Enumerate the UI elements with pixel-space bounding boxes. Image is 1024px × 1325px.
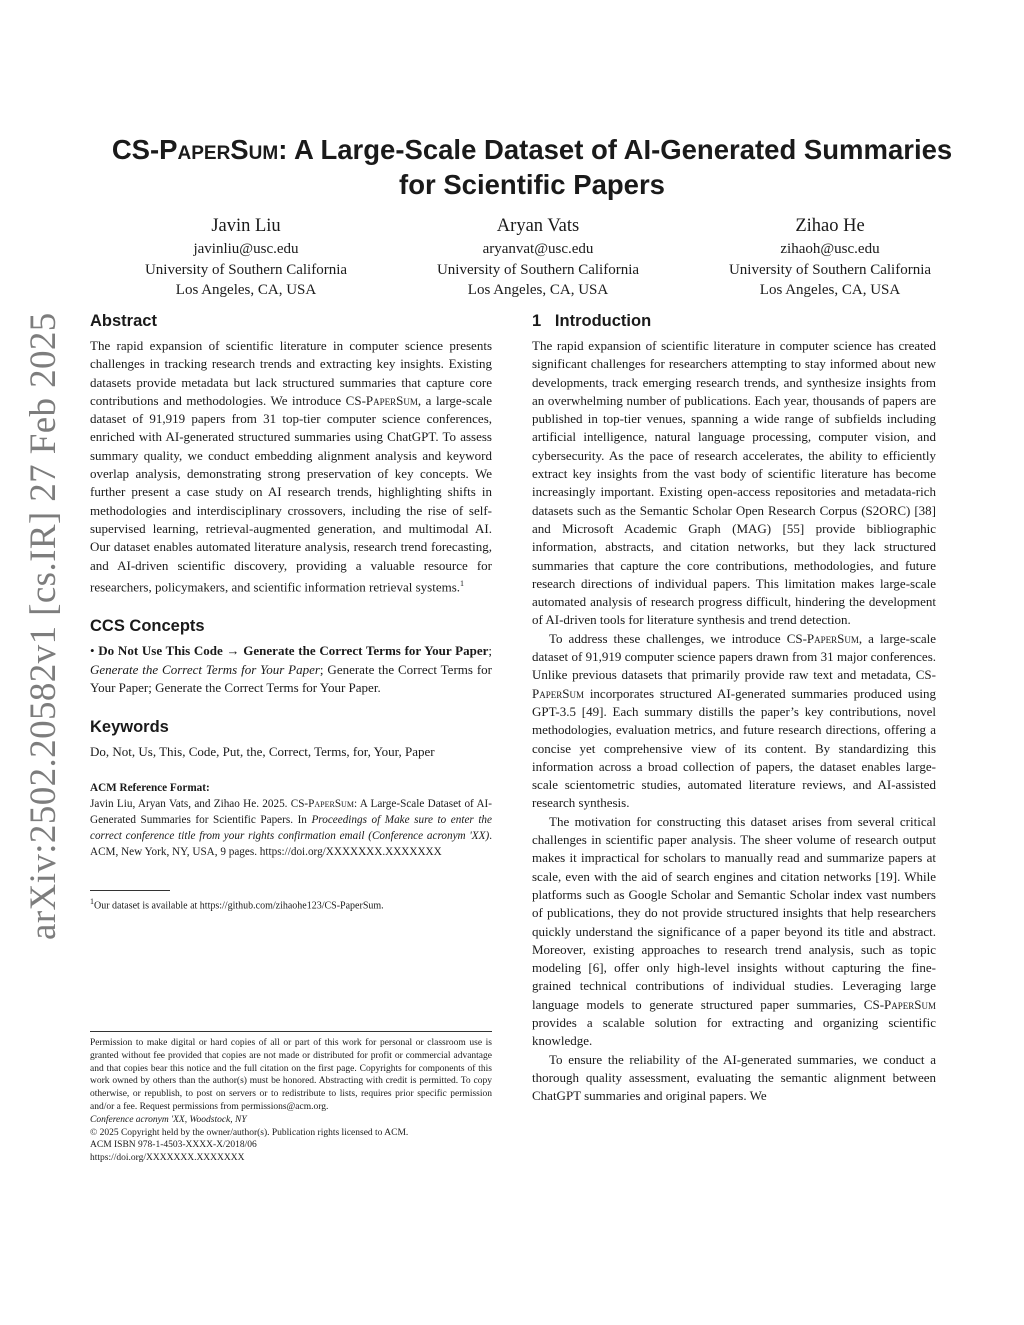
title-dataset-name: CS-PaperSum	[111, 134, 279, 165]
footnote-ref: 1	[460, 578, 465, 588]
ccs-text	[90, 642, 492, 697]
author-affiliation: University of Southern California	[728, 261, 932, 278]
abstract-dataset-name: CS-PaperSum	[345, 392, 418, 408]
author-block	[392, 214, 684, 301]
author-block	[684, 214, 976, 301]
permission-text: Permission to make digital or hard copies of all or part of this work for personal or classroom use is granted without fee provided that copies are not made or distributed for profit or commercial advantage and that copies bear this notice and the full citation on the first page. Copyrights for components of this work owned by others than the author(s) must be honored. Abstracting with credit is permitted. To copy otherwise, or republish, to post on servers or to redistribute to lists, requires prior specific permission and/or a fee. Request permissions from permissions@acm.org.	[90, 1038, 492, 1112]
permission-block	[90, 1031, 492, 1165]
author-location: Los Angeles, CA, USA	[759, 282, 901, 298]
ccs-rest: ; Generate the Correct Terms for Your Paper; Generate the Correct Terms for Your Paper.	[90, 661, 492, 696]
intro-paragraph-2	[532, 630, 936, 813]
acm-reference-label: ACM Reference Format:	[90, 781, 210, 794]
footnote-mark: 1	[90, 897, 94, 907]
footnote-text: Our dataset is available at https://github.com/zihaohe123/CS-PaperSum.	[94, 900, 384, 912]
isbn-line: ACM ISBN 978-1-4503-XXXX-X/2018/06	[90, 1140, 257, 1151]
author-block	[100, 214, 392, 301]
ccs-sep: ;	[488, 643, 492, 659]
left-column	[90, 309, 492, 914]
intro-text-part: To address these challenges, we introduce	[549, 630, 787, 646]
acm-ref-venue: Proceedings of Make sure to enter the correct conference title from your rights confirmation email (Conference acronym 'XX)	[90, 813, 492, 843]
author-location: Los Angeles, CA, USA	[467, 282, 609, 298]
acm-ref-part: . ACM, New York, NY, USA, 9 pages. https://doi.org/XXXXXXX.XXXXXXX	[90, 830, 492, 859]
intro-text-part: provides a scalable solution for extracting and organizing scientific knowledge.	[532, 1014, 936, 1049]
keywords-heading: Keywords	[90, 718, 169, 737]
title-line-2: for Scientific Papers	[399, 169, 665, 200]
author-affiliation: University of Southern California	[436, 261, 640, 278]
acm-reference-text	[90, 796, 492, 861]
intro-dataset-name: CS-PaperSum	[786, 630, 859, 646]
abstract-text-part: , a large-scale dataset of 91,919 papers from 31 top-tier computer science conferences, enriched with AI-generated structured summaries using ChatGPT. To assess summary quality, we conduct embedding alignment analysis and keyword overlap analysis, demonstrating strong preservation of key concepts. We further present a case study on AI research trends, highlighting shifts in methodologies and interdisciplinary crossovers, including the rise of self-supervised learning, retrieval-augmented generation, and multimodal AI. Our dataset enables automated literature analysis, research trend forecasting, and AI-driven scientific discovery, providing a valuable resource for researchers, policymakers, and scientific information retrieval systems.	[90, 392, 493, 595]
doi-line: https://doi.org/XXXXXXX.XXXXXXX	[90, 1153, 245, 1164]
intro-text-part: , a large-scale dataset of 91,919 computer science papers drawn from 31 major conferences. Unlike previous datasets that primarily provide raw text and metadata,	[532, 630, 936, 683]
acm-ref-part: Javin Liu, Aryan Vats, and Zihao He. 2025.	[90, 797, 291, 810]
acm-ref-dataset-name: CS-PaperSum	[290, 797, 354, 810]
author-email: zihaoh@usc.edu	[780, 241, 880, 257]
acm-ref-part: : A Large-Scale Dataset of AI-Generated Summaries for Scientific Papers. In	[90, 797, 492, 826]
intro-dataset-name: CS-PaperSum	[863, 996, 936, 1012]
ccs-concept: Do Not Use This Code → Generate the Correct Terms for Your Paper	[98, 643, 489, 659]
abstract-text	[90, 337, 492, 596]
paper-title	[60, 132, 1004, 202]
introduction-heading: 1 Introduction	[532, 312, 652, 330]
conference-line: Conference acronym 'XX, Woodstock, NY	[90, 1114, 247, 1125]
intro-text-part: incorporates structured AI-generated summaries produced using GPT-3.5 [49]. Each summary distills the paper’s key contributions, novel methodologies, evaluation metrics, and future research directions, offering a concise yet comprehensive view of its content. By standardizing this information across a broad collection of papers, the dataset enables large-scale scientometric studies, automated literature reviews, and AI-assisted research synthesis.	[532, 685, 936, 811]
author-name: Javin Liu	[211, 216, 281, 236]
keywords-text: Do, Not, Us, This, Code, Put, the, Correct, Terms, for, Your, Paper	[90, 744, 435, 760]
footnote	[90, 895, 492, 913]
author-name: Aryan Vats	[496, 216, 580, 236]
arxiv-identifier: arXiv:2502.20582v1 [cs.IR] 27 Feb 2025	[23, 312, 64, 940]
author-affiliation: University of Southern California	[144, 261, 348, 278]
intro-dataset-name: CS-PaperSum	[532, 667, 936, 701]
author-location: Los Angeles, CA, USA	[175, 282, 317, 298]
author-name: Zihao He	[795, 216, 865, 236]
right-column	[532, 309, 936, 1105]
abstract-text-part: The rapid expansion of scientific literature in computer science presents challenges in tracking research trends and extracting key insights. Existing datasets provide metadata but lack structured summaries that capture core contributions and methodologies. We introduce	[90, 338, 492, 408]
intro-paragraph-4: To ensure the reliability of the AI-generated summaries, we conduct a thorough quality assessment, evaluating the semantic alignment between ChatGPT summaries and original papers. We	[532, 1051, 936, 1104]
author-list	[100, 214, 976, 301]
abstract-heading: Abstract	[90, 312, 157, 330]
copyright-line: © 2025 Copyright held by the owner/author(s). Publication rights licensed to ACM.	[90, 1127, 409, 1138]
ccs-term: Generate the Correct Terms for Your Paper	[90, 661, 320, 677]
footnote-rule	[90, 890, 170, 891]
intro-paragraph-1: The rapid expansion of scientific literature in computer science has created significant challenges for researchers attempting to stay informed about new developments, track emerging research trends, and synthesize insights from an overwhelming number of publications. Each year, thousands of papers are published in top-tier venues, spanning a wide range of subfields including artificial intelligence, natural language processing, computer vision, and cybersecurity. As the pace of research accelerates, the ability to efficiently extract key insights from the vast body of scientific literature has become increasingly important. Existing open-access repositories and metadata-rich datasets such as the Semantic Scholar Open Research Corpus (S2ORC) [38] and Microsoft Academic Graph (MAG) [55] provide bibliographic information, abstracts, and citation networks, but they lack structured summaries that capture the core contributions, methodologies, and future research directions of individual papers. This limitation makes large-scale automated analysis of research progress difficult, hindering the development of AI-driven tools for literature synthesis and trend detection.	[532, 338, 936, 628]
ccs-heading: CCS Concepts	[90, 617, 205, 636]
author-email: javinliu@usc.edu	[193, 241, 299, 257]
title-line-1: : A Large-Scale Dataset of AI-Generated Summaries	[278, 134, 953, 165]
intro-paragraph-3	[532, 813, 936, 1051]
intro-text-part: The motivation for constructing this dataset arises from several critical challenges in scientific paper analysis. The sheer volume of research output makes it impractical for scholars to manually read and summarize papers at scale, even with the aid of search engines and citation networks [19]. While platforms such as Google Scholar and Semantic Scholar index vast numbers of publications, they do not provide structured insights that help researchers quickly understand the significance of a paper beyond its title and abstract. Moreover, existing approaches to research trend analysis, such as topic modeling [6], offer only high-level insights without capturing the fine-grained technical contributions of individual studies. Leveraging large language models to generate structured paper summaries,	[532, 813, 936, 1012]
author-email: aryanvat@usc.edu	[482, 241, 594, 257]
ccs-bullet: •	[90, 643, 99, 659]
